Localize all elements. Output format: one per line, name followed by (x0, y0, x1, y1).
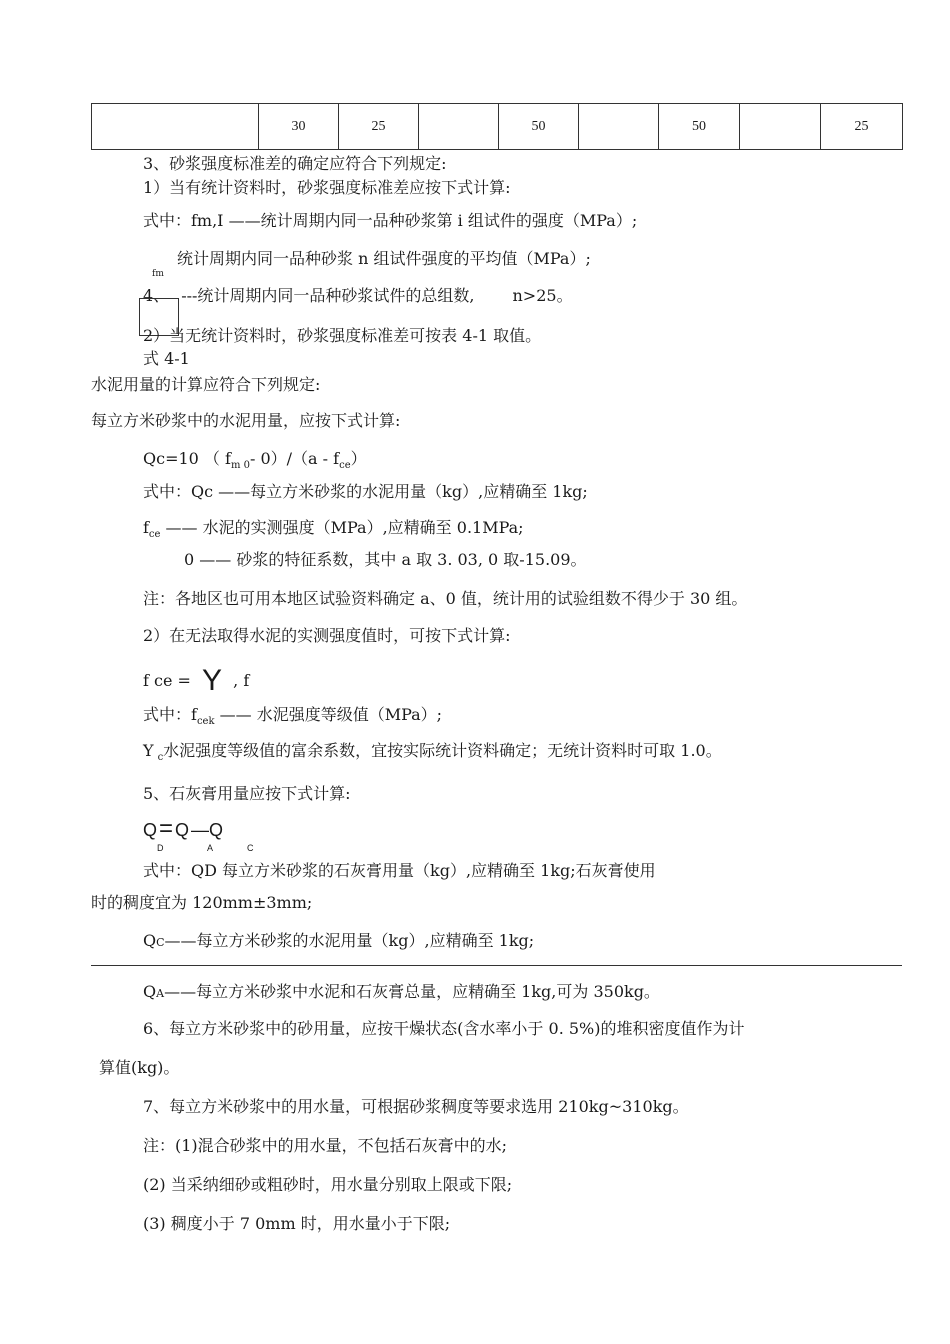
section-3-heading: 3、砂浆强度标准差的确定应符合下列规定: (143, 154, 447, 173)
divider (91, 965, 902, 966)
section-5-heading: 5、石灰膏用量应按下式计算: (143, 784, 351, 803)
paragraph: QA——每立方米砂浆中水泥和石灰膏总量，应精确至 1kg,可为 350kg。 (143, 982, 660, 1001)
paragraph: 7、每立方米砂浆中的用水量，可根据砂浆稠度等要求选用 210kg~310kg。 (143, 1097, 689, 1116)
paragraph: 统计周期内同一品种砂浆 n 组试件强度的平均值（MPa）; (177, 249, 591, 268)
paragraph: 6、每立方米砂浆中的砂用量，应按干燥状态(含水率小于 0. 5%)的堆积密度值作为计 (143, 1019, 745, 1038)
table-cell: 25 (821, 104, 903, 150)
paragraph: 式中：Qc ——每立方米砂浆的水泥用量（kg）,应精确至 1kg; (143, 482, 588, 501)
table-cell: 50 (499, 104, 579, 150)
paragraph: 2）在无法取得水泥的实测强度值时，可按下式计算: (143, 626, 511, 645)
subscript-a: A (207, 843, 214, 853)
table-cell (740, 104, 821, 150)
table-cell: 30 (259, 104, 339, 150)
paragraph: 式中：QD 每立方米砂浆的石灰膏用量（kg）,应精确至 1kg;石灰膏使用 (143, 861, 656, 880)
data-table (91, 103, 903, 150)
table-cell: 50 (659, 104, 740, 150)
note: (2) 当采纳细砂或粗砂时，用水量分别取上限或下限; (143, 1175, 513, 1194)
paragraph: 水泥用量的计算应符合下列规定: (91, 375, 321, 394)
table-cell (419, 104, 499, 150)
paragraph: QC——每立方米砂浆的水泥用量（kg）,应精确至 1kg; (143, 931, 535, 950)
paragraph: 算值(kg)。 (99, 1058, 180, 1077)
note: (3) 稠度小于 7 0mm 时，用水量小于下限; (143, 1214, 451, 1233)
paragraph: Y $_c$水泥强度等级值的富余系数，宜按实际统计资料确定；无统计资料时可取 1.0。 (143, 741, 722, 763)
formula-cement: Qc=10 （ $f_{m 0}-$ $0)/(a - f_{ce})$ (143, 449, 367, 471)
subscript-d: D (157, 843, 164, 853)
formula-fce: f ce = Y , f (143, 664, 250, 697)
table-row (92, 104, 903, 150)
paragraph: 式中：fm,I ——统计周期内同一品种砂浆第 i 组试件的强度（MPa）; (143, 211, 638, 230)
paragraph: 4、 ---统计周期内同一品种砂浆试件的总组数, n>25。 (143, 286, 573, 305)
formula-lime: Q= Q —Q (143, 815, 224, 842)
note: 注：各地区也可用本地区试验资料确定 a、0 值，统计用的试验组数不得少于 30 组。 (143, 589, 748, 608)
subscript-c: C (247, 843, 254, 853)
formula-label: fm (152, 269, 164, 279)
paragraph: 0 —— 砂浆的特征系数，其中 a 取 3. 03, 0 取-15.09。 (184, 550, 587, 569)
table-cell (92, 104, 259, 150)
paragraph: 每立方米砂浆中的水泥用量，应按下式计算: (91, 411, 401, 430)
paragraph: 时的稠度宜为 120mm±3mm; (91, 893, 313, 912)
paragraph: 式中：$f_{cek}$ —— 水泥强度等级值（MPa）; (143, 705, 443, 727)
table-cell (579, 104, 659, 150)
paragraph: 1）当有统计资料时，砂浆强度标准差应按下式计算: (143, 178, 511, 197)
paragraph: 2）当无统计资料时，砂浆强度标准差可按表 4-1 取值。 (143, 326, 542, 345)
paragraph: $f_{ce}$ —— 水泥的实测强度（MPa）,应精确至 0.1MPa; (143, 518, 524, 540)
formula-caption: 式 4-1 (143, 349, 190, 368)
note: 注：(1)混合砂浆中的用水量，不包括石灰膏中的水; (143, 1136, 508, 1155)
table-cell: 25 (339, 104, 419, 150)
